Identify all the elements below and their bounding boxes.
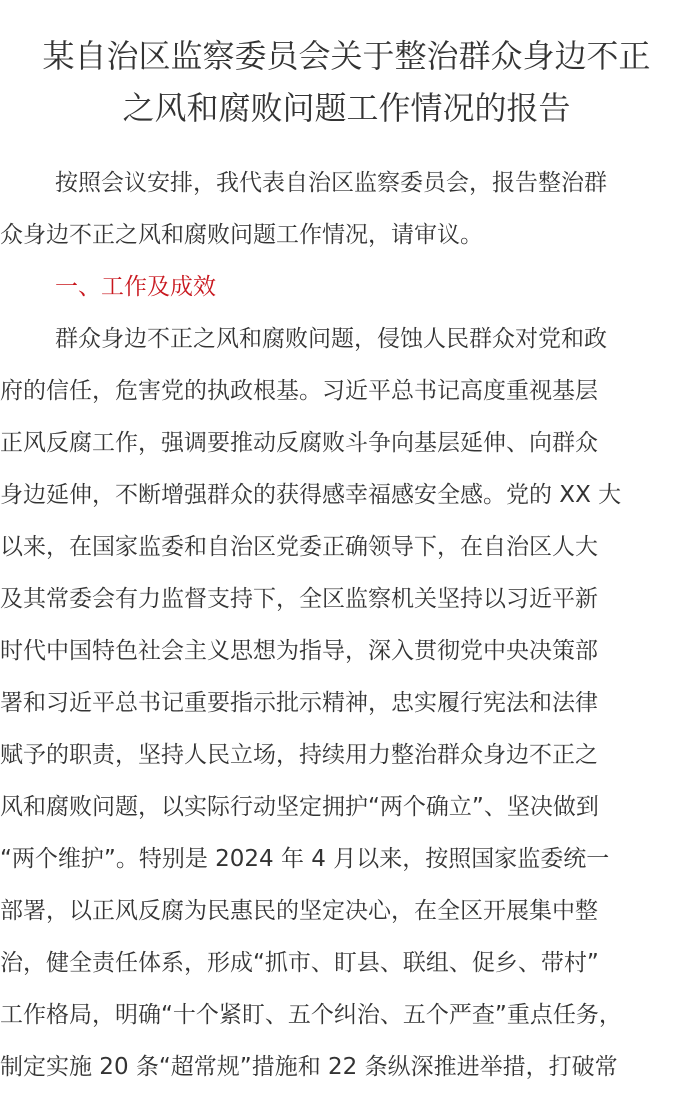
paragraph-2-line-15: 制定实施 20 条“超常规”措施和 22 条纵深推进举措，打破常 (0, 1054, 618, 1080)
document-title (0, 0, 693, 134)
section-heading: 一、工作及成效 (55, 274, 216, 300)
paragraph-2-line-3: 正风反腐工作，强调要推动反腐败斗争向基层延伸、向群众 (0, 430, 598, 456)
paragraph-2-line-7: 时代中国特色社会主义思想为指导，深入贯彻党中央决策部 (0, 638, 598, 664)
document-body (0, 157, 693, 1093)
paragraph-2-line-14: 工作格局，明确“十个紧盯、五个纠治、五个严查”重点任务， (0, 1002, 622, 1028)
paragraph-2-line-6: 及其常委会有力监督支持下，全区监察机关坚持以习近平新 (0, 586, 598, 612)
paragraph-2-line-13: 治，健全责任体系，形成“抓市、盯县、联组、促乡、带村” (0, 950, 599, 976)
paragraph-2-line-9: 赋予的职责，坚持人民立场，持续用力整治群众身边不正之 (0, 742, 598, 768)
paragraph-2-line-10: 风和腐败问题，以实际行动坚定拥护“两个确立”、坚决做到 (0, 794, 599, 820)
paragraph-2-line-8: 署和习近平总书记重要指示批示精神，忠实履行宪法和法律 (0, 690, 598, 716)
paragraph-2-line-12: 部署，以正风反腐为民惠民的坚定决心，在全区开展集中整 (0, 898, 598, 924)
paragraph-2-line-5: 以来，在国家监委和自治区党委正确领导下，在自治区人大 (0, 534, 598, 560)
paragraph-2-line-2: 府的信任，危害党的执政根基。习近平总书记高度重视基层 (0, 378, 598, 404)
paragraph-2-line-11: “两个维护”。特别是 2024 年 4 月以来，按照国家监委统一 (0, 846, 610, 872)
paragraph-1-line-2: 众身边不正之风和腐败问题工作情况，请审议。 (0, 222, 483, 248)
title-line-2: 之风和腐败问题工作情况的报告 (122, 89, 571, 127)
paragraph-2-line-4: 身边延伸，不断增强群众的获得感幸福感安全感。党的 XX 大 (0, 482, 622, 508)
paragraph-2-line-1: 群众身边不正之风和腐败问题，侵蚀人民群众对党和政 (55, 326, 607, 352)
title-line-1: 某自治区监察委员会关于整治群众身边不正 (42, 37, 651, 75)
paragraph-1-line-1: 按照会议安排，我代表自治区监察委员会，报告整治群 (55, 170, 607, 196)
